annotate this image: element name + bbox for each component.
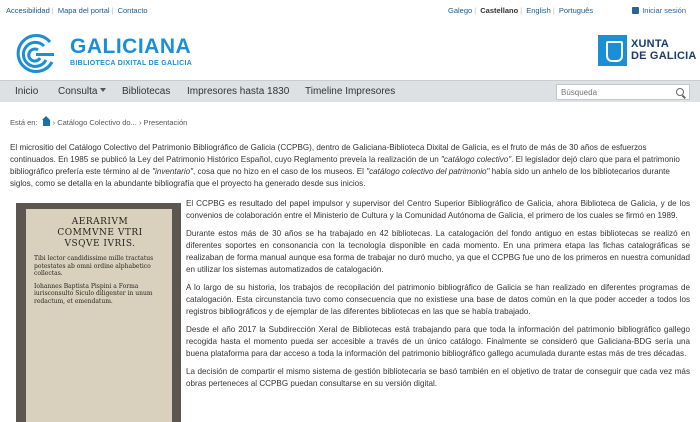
breadcrumb-prefix: Está en:: [10, 118, 38, 127]
search-icon[interactable]: [676, 88, 684, 96]
paragraph: A lo largo de su historia, los trabajos de recopilación del patrimonio bibliográfico de Galicia se han realizado en diferentes programas de catalogación. Esta circunstancia tuvo como consecuencia que no existiese una base de datos común en la que poder acceder a todos los registros bibliográficos y de ejemplar de las diferentes bibliotecas en las que se había trabajado.: [186, 283, 690, 316]
breadcrumb: Está en: › Catálogo Colectivo do... › Presentación: [10, 118, 188, 127]
lang-castellano[interactable]: Castellano: [480, 6, 519, 15]
login-label: Iniciar sesión: [642, 6, 686, 15]
intro-em-2: "inventario": [152, 167, 194, 176]
galiciana-logo-icon[interactable]: [10, 32, 58, 76]
breadcrumb-item-current: Presentación: [143, 118, 188, 127]
book-cover-image: [16, 203, 181, 422]
book-title-1: AERARIVM: [71, 217, 129, 227]
xunta-emblem-icon: [598, 35, 627, 66]
lock-icon: [632, 7, 639, 14]
nav-consulta[interactable]: [58, 86, 106, 97]
sitemap-link[interactable]: Mapa del portal: [57, 6, 110, 15]
intro-em-1: "catálogo colectivo": [441, 155, 512, 164]
book-text-2: Iohannes Baptista Pispini a Forma iurisconsulto Siculo diligenter in unum redactum, et emendatum.: [34, 282, 153, 305]
utility-links: Accesibilidad | Mapa del portal | Contacto: [6, 6, 148, 15]
site-subtitle: BIBLIOTECA DIXITAL DE GALICIA: [70, 60, 193, 67]
intro-paragraph: [10, 142, 690, 190]
contact-link[interactable]: Contacto: [117, 6, 148, 15]
paragraph: El CCPBG es resultado del papel impulsor y supervisor del Centro Superior Bibliográfico de Galicia, ahora Biblioteca de Galicia, y de los convenios de colaboración entre el Ministerio de Cultura y la Comunidad Autónoma de Galicia, el primero de los cuales se firmó en 1989.: [186, 199, 690, 220]
site-header: [0, 20, 700, 80]
breadcrumb-item-catalogo[interactable]: Catálogo Colectivo do...: [57, 118, 137, 127]
site-title[interactable]: GALICIANA: [70, 35, 192, 58]
nav-impresores[interactable]: Impresores hasta 1830: [187, 86, 290, 97]
intro-text-1: El micrositio del Catálogo Colectivo del Patrimonio Bibliográfico de Galicia (CCPBG), dentro de Galiciana-Biblioteca Dixital de Galicia, es el fruto de más de 30 años de esfuerzos continuados. En 1985 se publicó la Ley del Patrimonio Histórico Español, cuyo Reglamento preveía la realización de un: [10, 143, 647, 164]
search-box: [556, 84, 690, 100]
nav-inicio[interactable]: Inicio: [15, 86, 39, 97]
book-text-1: Tibi lector candidissime mille tractatus potestates ab omni ordine alphabetico collectas.: [34, 255, 154, 277]
home-icon[interactable]: [43, 120, 50, 126]
intro-text-4: había sido un anhelo de los bibliotecarios durante siglos, como se detalla en la abundante bibliografía que el proyecto ha generado desde sus inicios.: [10, 167, 670, 188]
lang-galego[interactable]: Galego: [448, 6, 473, 15]
intro-text-2: . El legislador dejó claro que para el patrimonio bibliográfico prefería este término al de: [10, 155, 680, 176]
paragraph: Durante estos más de 30 años se ha trabajado en 42 bibliotecas. La catalogación del fondo antiguo en estas bibliotecas se realizó en diferentes soportes en consonancia con la tecnología disponible en cada momento. En una primera etapa las fichas catalográficas se realizaban de forma manual aunque esa forma de trabajar no duró mucho, ya que el CCPBG fue uno de los primeros en nuestra comunidad en utilizar los sistemas automatizados de catalogación.: [186, 229, 690, 274]
body-text: [186, 198, 690, 396]
nav-bibliotecas[interactable]: Bibliotecas: [122, 86, 171, 97]
top-utility-bar: [0, 0, 700, 20]
xunta-line2: DE GALICIA: [631, 50, 697, 62]
lang-portugues[interactable]: Português: [558, 6, 594, 15]
main-nav: [0, 80, 700, 102]
xunta-line1: XUNTA: [631, 38, 670, 50]
book-title-3: VSQVE IVRIS.: [64, 239, 136, 249]
accessibility-link[interactable]: Accesibilidad: [6, 6, 50, 15]
xunta-logo[interactable]: [598, 35, 698, 69]
nav-consulta-label: Consulta: [58, 86, 98, 97]
paragraph: La decisión de compartir el mismo sistema de gestión bibliotecaria se basó también en el objetivo de tratar de conseguir que cada vez más obras perteneces al CCPBG puedan consultarse en su versión digital.: [186, 367, 690, 388]
language-switcher: Galego | Castellano | English | Português: [448, 6, 594, 15]
search-input[interactable]: [557, 85, 667, 99]
chevron-down-icon: [100, 88, 106, 92]
lang-english[interactable]: English: [526, 6, 551, 15]
paragraph: Desde el año 2017 la Subdirección Xeral de Bibliotecas está trabajando para que toda la información del patrimonio bibliográfico gallego recogida hasta el momento pueda ser accesible a través de un único catálogo. Finalmente se consideró que Galiciana-BDG sería una buena plataforma para dar acceso a toda la información del patrimonio bibliográfico gallego acumulada durante estas más de tres décadas.: [186, 325, 690, 358]
login-link[interactable]: [632, 6, 686, 15]
book-title-2: COMMVNE VTRI: [57, 228, 143, 238]
intro-em-3: "catálogo colectivo del patrimonio": [366, 167, 490, 176]
intro-text-3: , cosa que no hizo en el caso de los museos. El: [193, 167, 367, 176]
nav-timeline[interactable]: Timeline Impresores: [305, 86, 396, 97]
